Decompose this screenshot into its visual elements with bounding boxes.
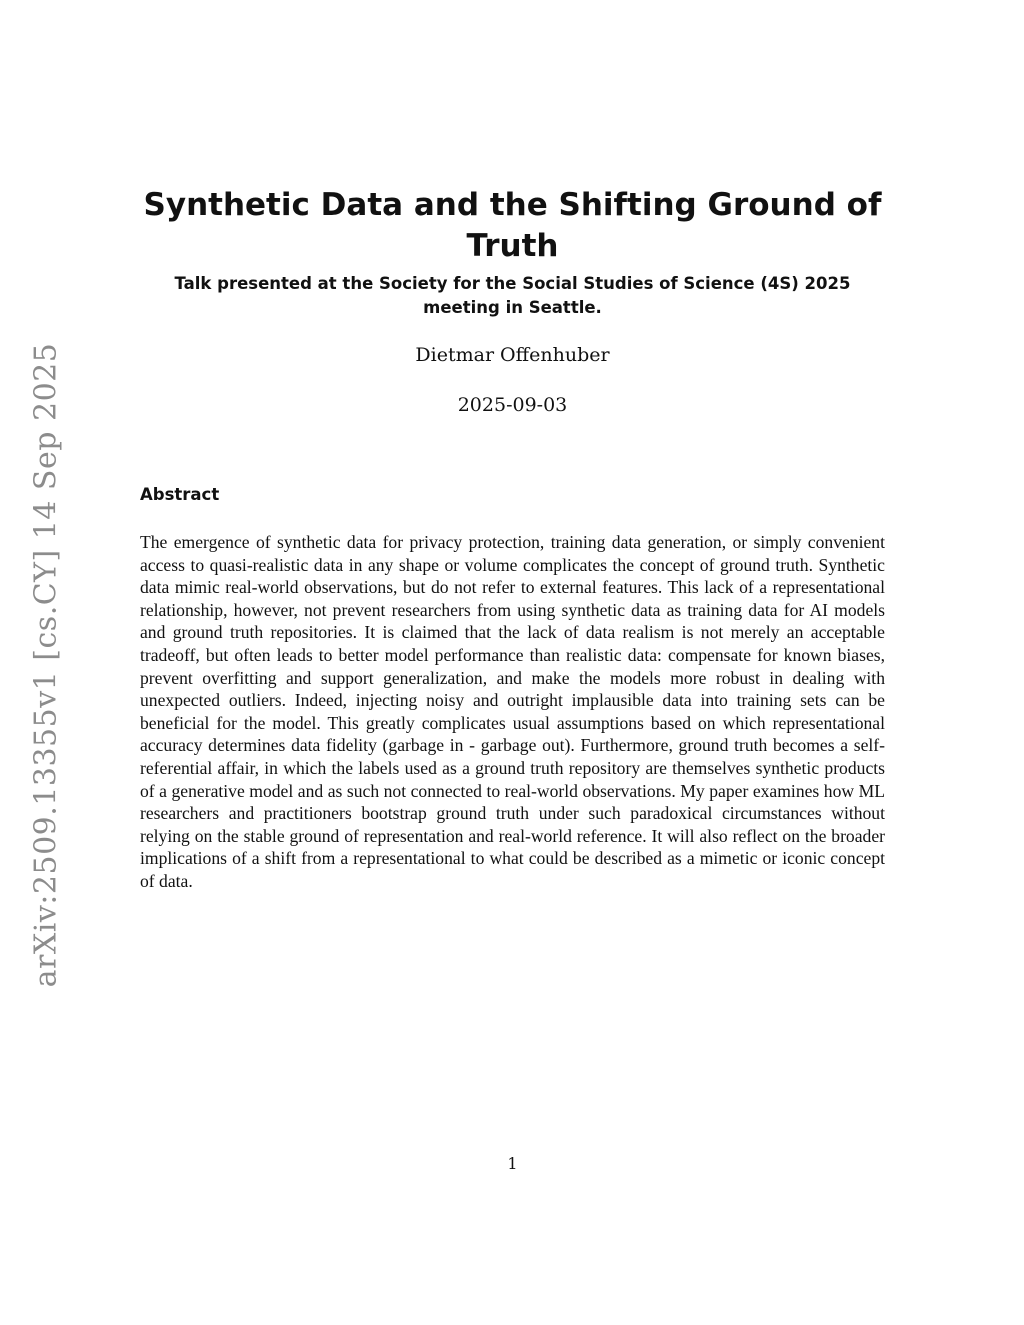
publication-date: 2025-09-03 (457, 394, 568, 416)
abstract-text: The emergence of synthetic data for privacy protection, training data generation, or simply convenient access to quasi-realistic data in any shape or volume complicates the concept of ground truth. Synthetic data mimic real-world observations, but do not refer to external features. This lack of a representational relationship, however, not prevent researchers from using synthetic data as training data for AI models and ground truth repositories. It is claimed that the lack of data realism is not merely an acceptable tradeoff, but often leads to better model performance than realistic data: compensate for known biases, prevent overfitting and support generalization, and make the models more robust in dealing with unexpected outliers. Indeed, injecting noisy and outright implausible data into training sets can be beneficial for the model. This greatly complicates usual assumptions based on which representational accuracy determines data fidelity (garbage in - garbage out). Furthermore, ground truth becomes a self-referential affair, in which the labels used as a ground truth repository are themselves synthetic products of a generative model and as such not connected to real-world observations. My paper examines how ML researchers and practitioners bootstrap ground truth under such paradoxical circumstances without relying on the stable ground of representation and real-world reference. It will also reflect on the broader implications of a shift from a representational to what could be described as a mimetic or iconic concept of data. (140, 532, 885, 891)
paper-subtitle: Talk presented at the Society for the Social Studies of Science (4S) 2025 meeting in Seattle. (174, 274, 851, 317)
arxiv-identifier-stamp: arXiv:2509.13355v1 [cs.CY] 14 Sep 2025 (28, 342, 64, 988)
paper-title: Synthetic Data and the Shifting Ground of Truth (143, 187, 882, 264)
abstract-heading: Abstract (140, 485, 220, 504)
page-number: 1 (507, 1154, 518, 1173)
author-name: Dietmar Offenhuber (415, 344, 610, 366)
